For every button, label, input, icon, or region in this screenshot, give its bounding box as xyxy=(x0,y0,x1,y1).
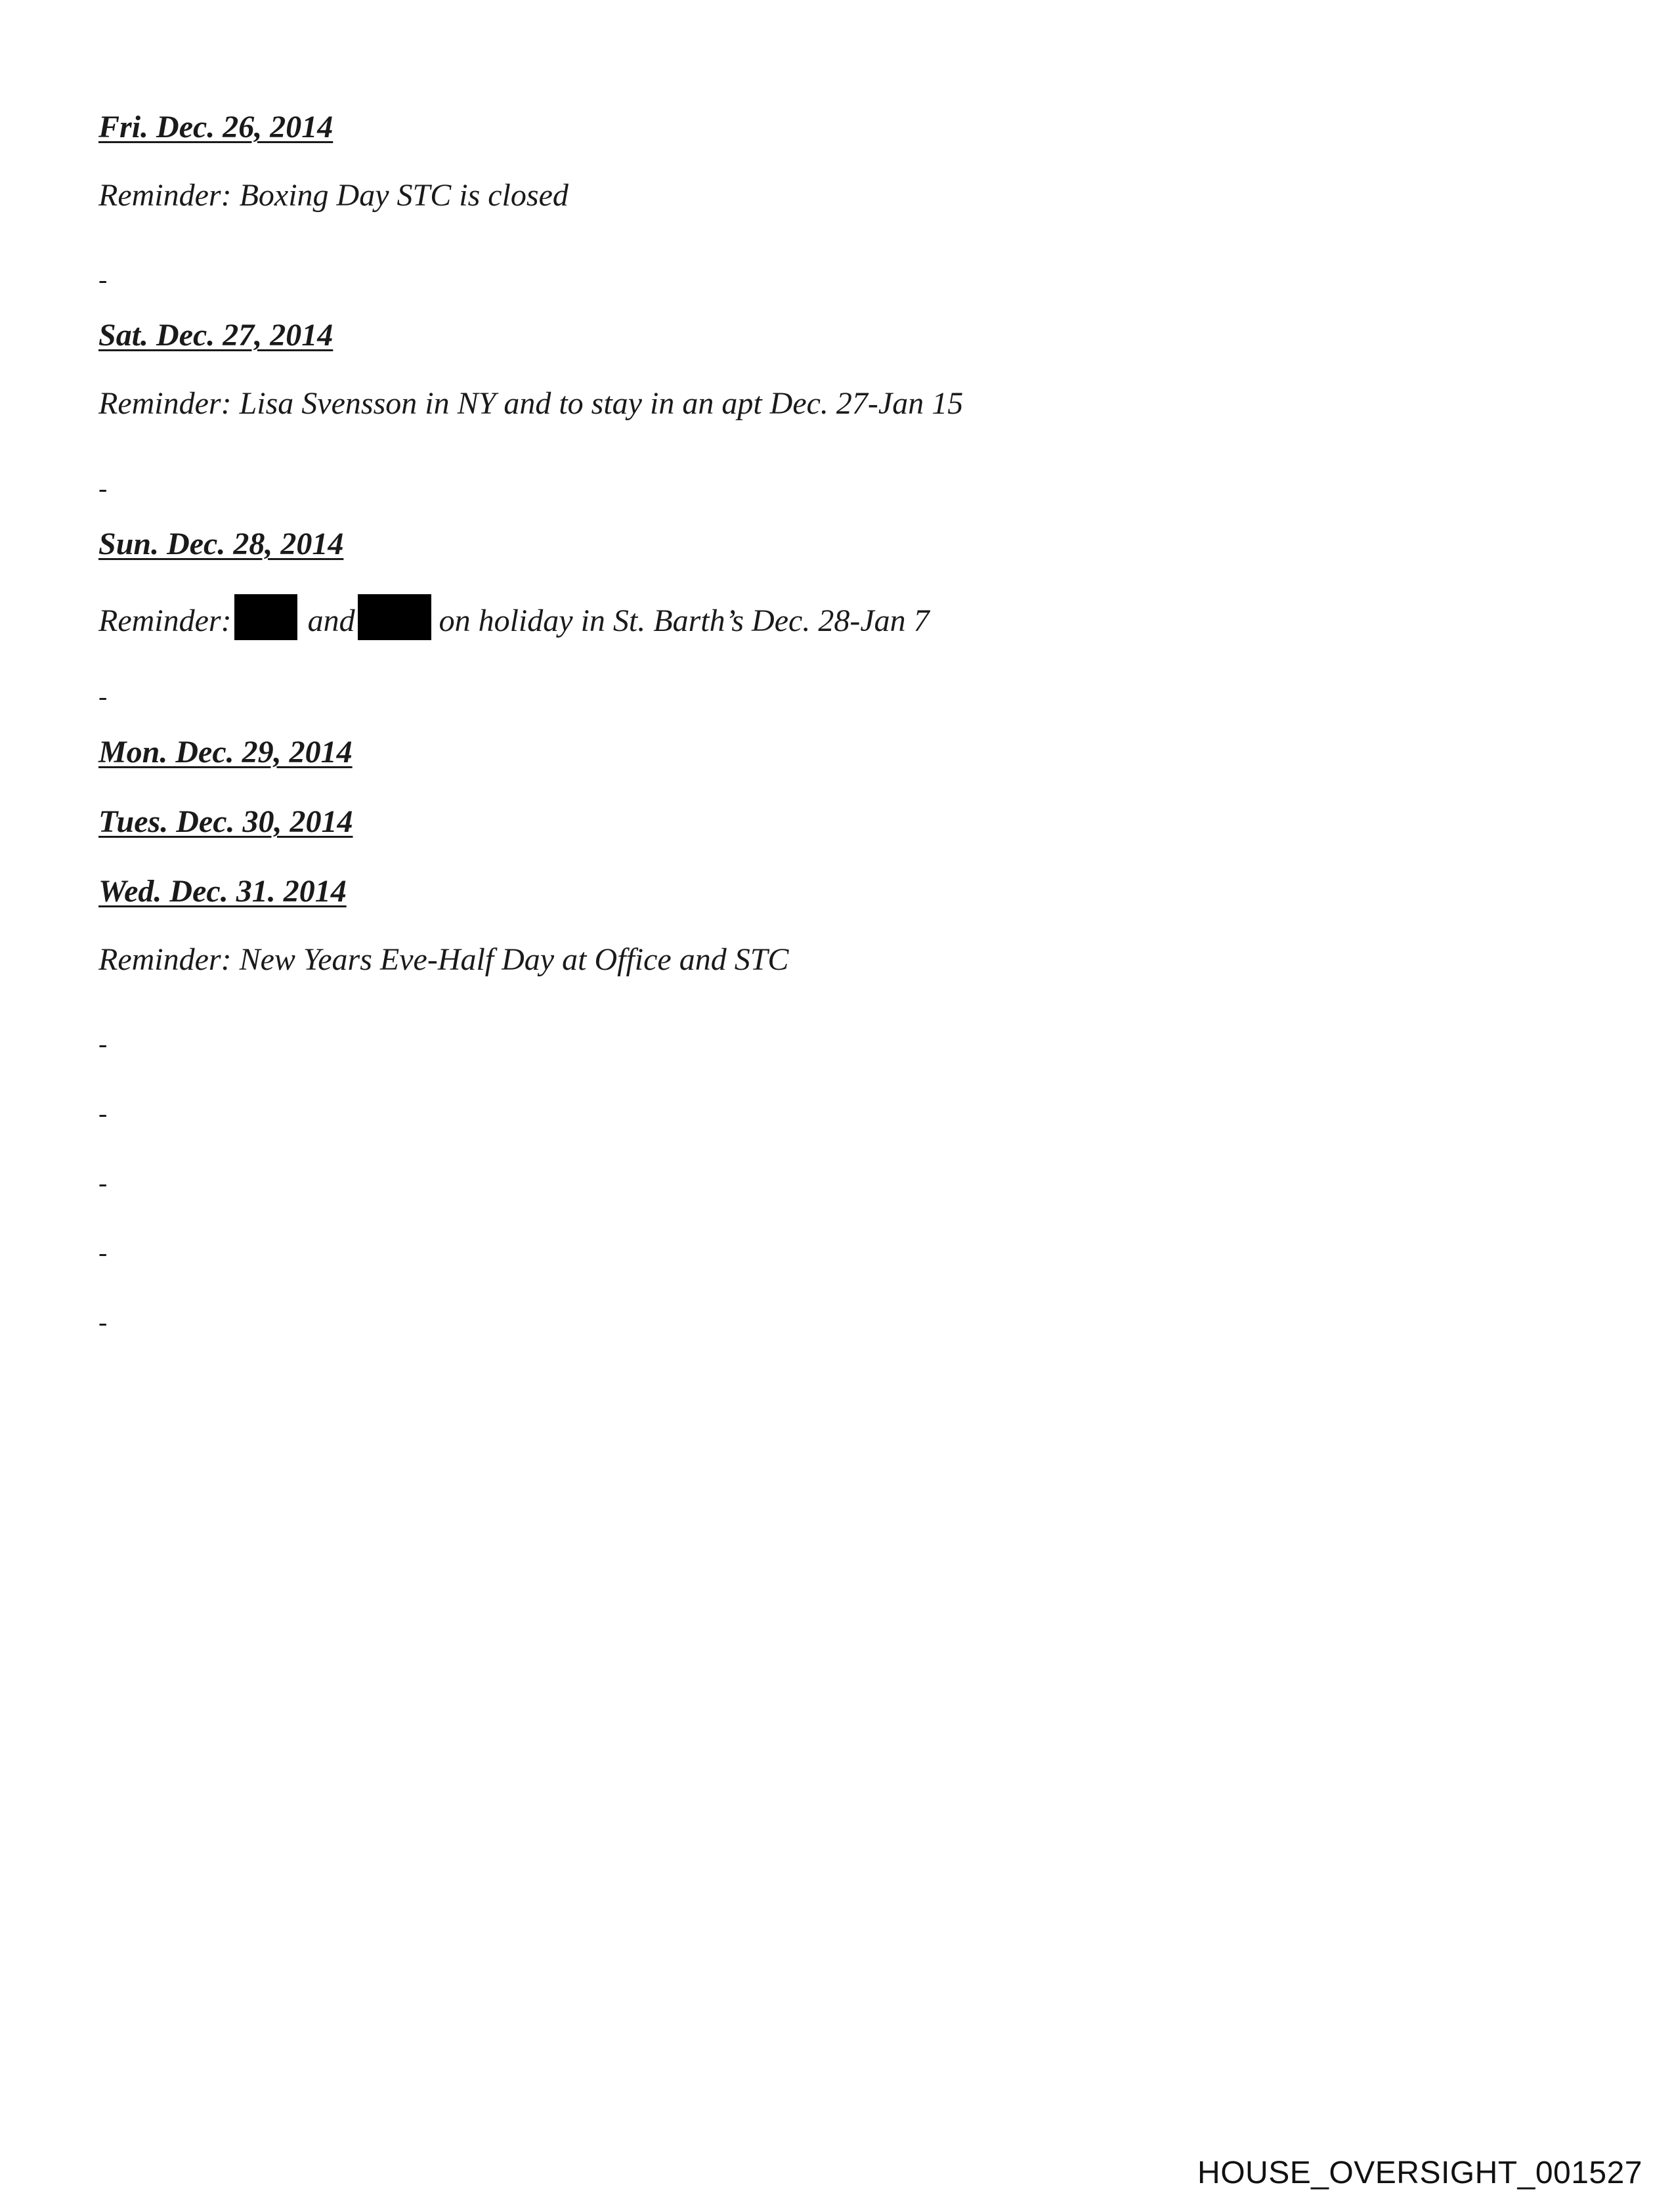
reminder-text: Reminder: New Years Eve-Half Day at Office and STC xyxy=(98,942,789,977)
bates-number: HOUSE_OVERSIGHT_001527 xyxy=(1197,2156,1642,2190)
date-heading: Sun. Dec. 28, 2014 xyxy=(98,527,344,561)
reminder-conjunction: and xyxy=(307,603,355,638)
separator-dash: - xyxy=(98,1029,108,1058)
separator-dash: - xyxy=(98,265,108,294)
redaction-box xyxy=(358,594,431,640)
date-heading: Fri. Dec. 26, 2014 xyxy=(98,110,333,144)
separator-dash: - xyxy=(98,682,108,711)
separator-dash: - xyxy=(98,1098,108,1128)
separator-dash: - xyxy=(98,1307,108,1337)
reminder-label: Reminder: xyxy=(98,603,232,638)
separator-dash: - xyxy=(98,1238,108,1267)
date-heading: Sat. Dec. 27, 2014 xyxy=(98,318,333,353)
date-heading: Mon. Dec. 29, 2014 xyxy=(98,735,353,770)
reminder-text: Reminder: Boxing Day STC is closed xyxy=(98,178,569,213)
date-heading: Wed. Dec. 31. 2014 xyxy=(98,874,347,909)
reminder-text: Reminder: Lisa Svensson in NY and to stay in an apt Dec. 27-Jan 15 xyxy=(98,386,964,421)
reminder-detail: on holiday in St. Barth’s Dec. 28-Jan 7 xyxy=(439,603,930,638)
redaction-box xyxy=(234,594,297,640)
reminder-text-redacted xyxy=(98,594,930,640)
separator-dash: - xyxy=(98,473,108,503)
separator-dash: - xyxy=(98,1168,108,1198)
date-heading: Tues. Dec. 30, 2014 xyxy=(98,804,353,839)
